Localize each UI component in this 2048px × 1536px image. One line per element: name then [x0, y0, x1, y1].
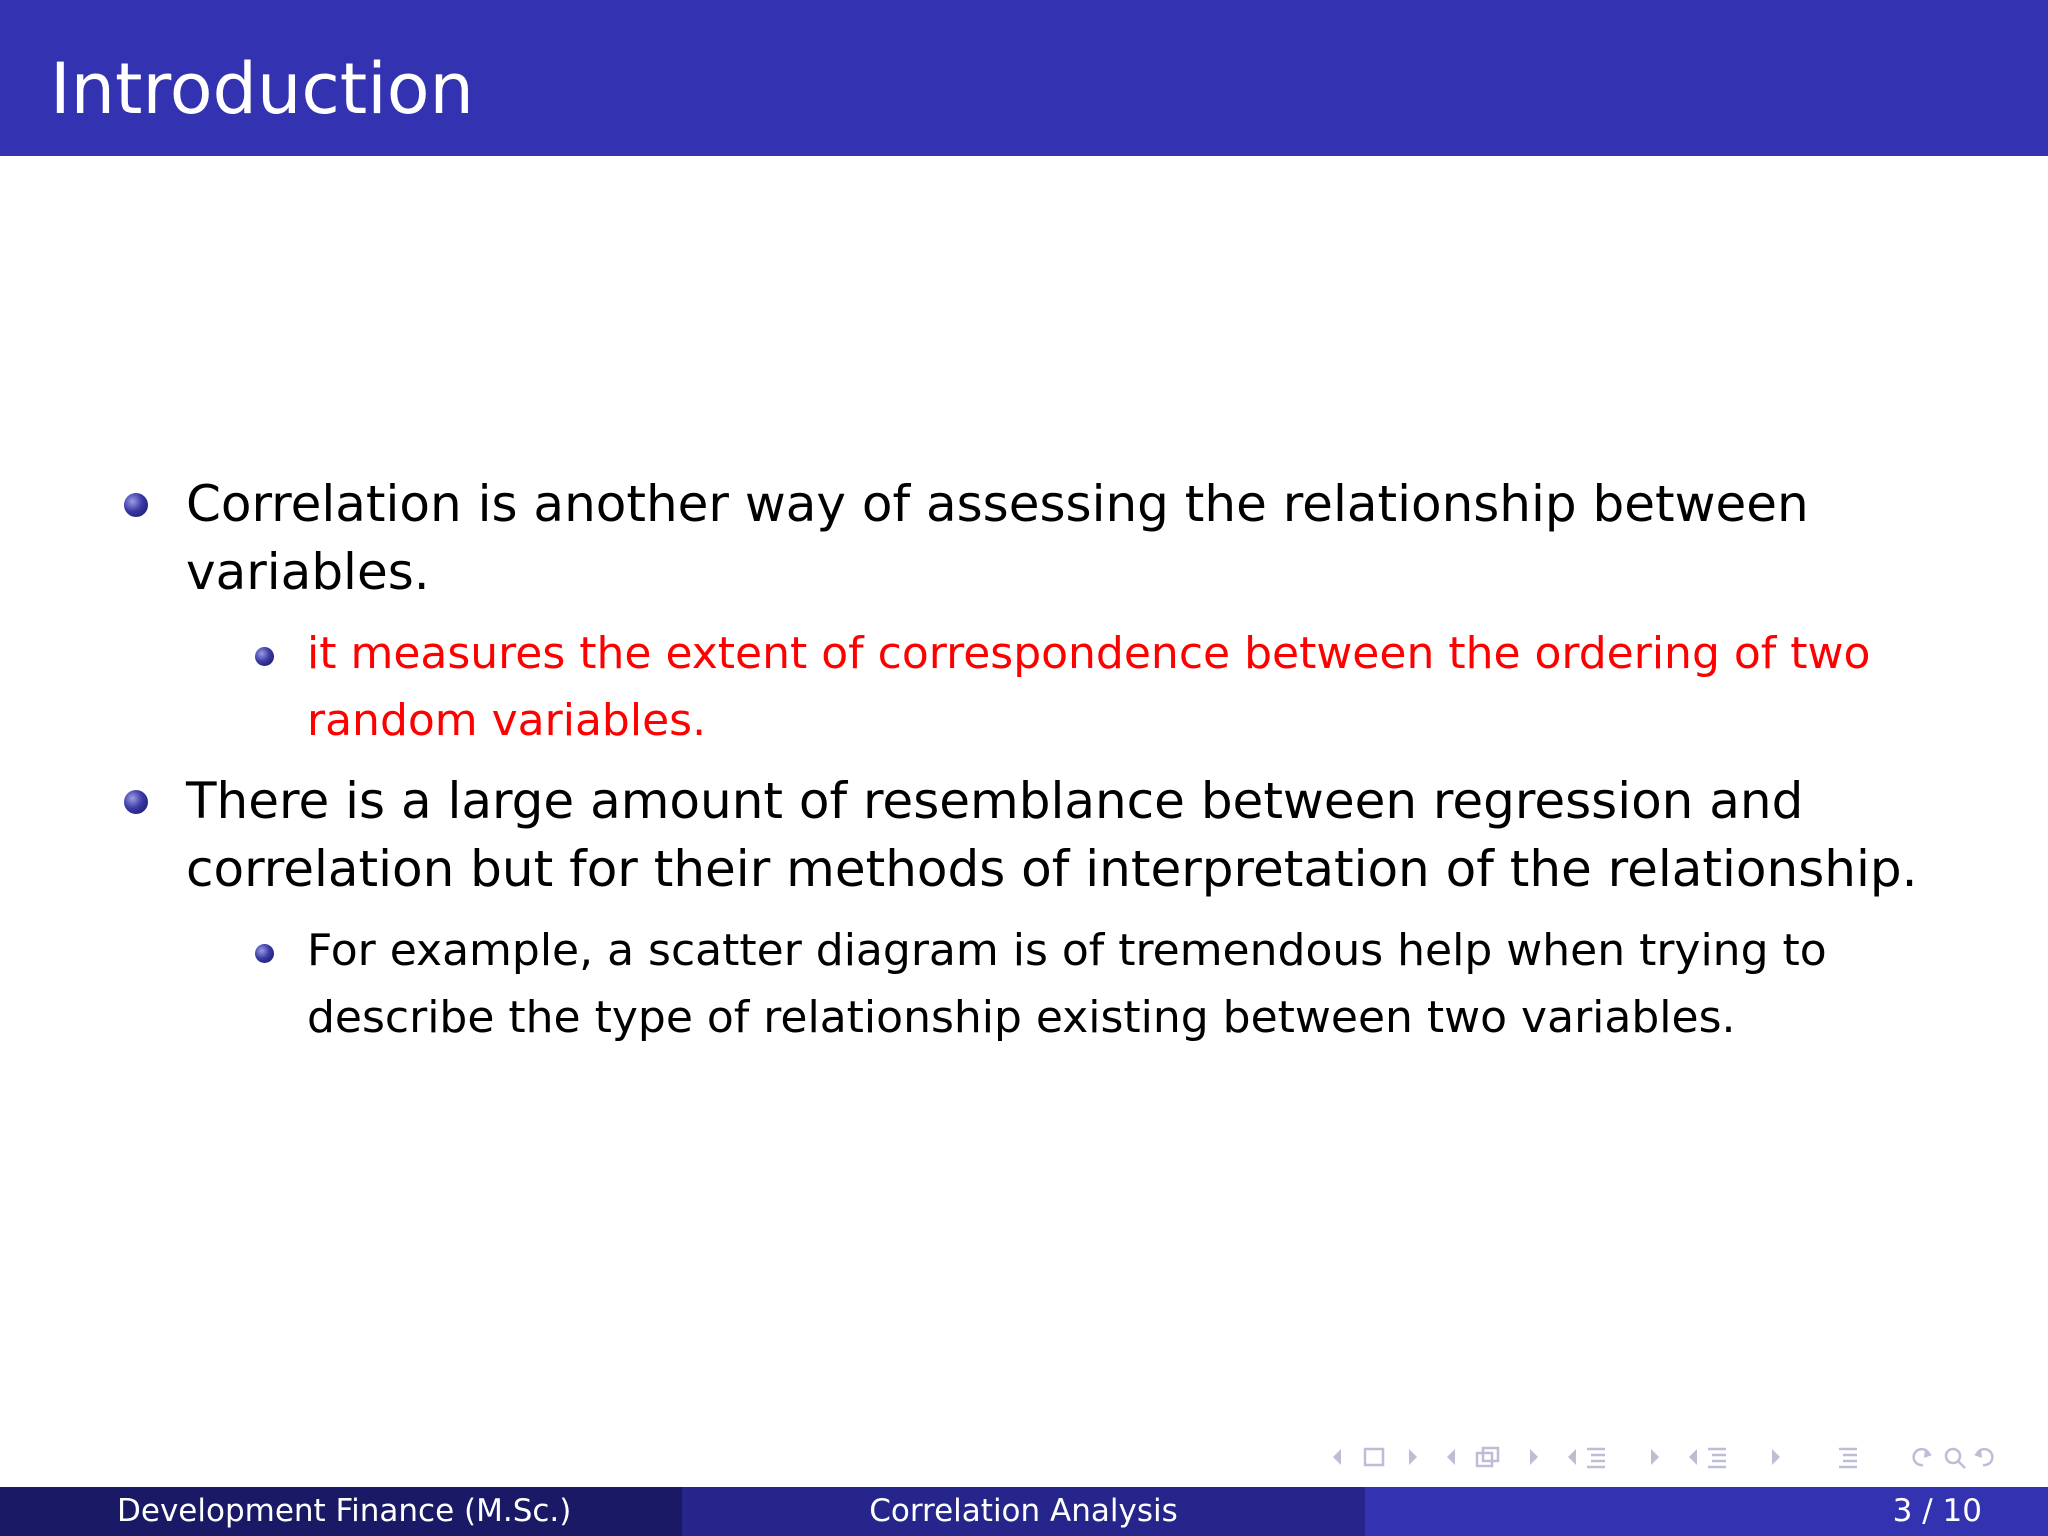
bullet-2-line-1: There is a large amount of resemblance between regression and — [186, 772, 1804, 830]
nav-search-icon[interactable] — [1946, 1449, 1965, 1468]
bullet-ball-icon — [124, 493, 148, 517]
sub-bullet-2-line-1: For example, a scatter diagram is of tremendous help when trying to — [307, 925, 1827, 976]
footer-page-segment — [1365, 1487, 2048, 1536]
navigation-bar — [1325, 1440, 2025, 1474]
bullet-1-line-1: Correlation is another way of assessing the relationship between — [186, 475, 1809, 533]
nav-frame-icon[interactable] — [1365, 1449, 1383, 1465]
navigation-symbols — [1325, 1440, 2025, 1474]
bullet-ball-icon — [255, 944, 274, 963]
nav-subsection-icon[interactable] — [1477, 1448, 1498, 1466]
footer-page-number: 3 / 10 — [1892, 1493, 1982, 1529]
nav-prev-icon[interactable] — [1447, 1449, 1455, 1465]
bullet-ball-icon — [124, 790, 148, 814]
nav-next-icon[interactable] — [1409, 1449, 1417, 1465]
sub-bullet-2-line-2: describe the type of relationship existing between two variables. — [307, 992, 1736, 1043]
nav-next-icon[interactable] — [1651, 1449, 1659, 1465]
nav-next-icon[interactable] — [1530, 1449, 1538, 1465]
nav-section-icon[interactable] — [1708, 1449, 1726, 1467]
nav-appendix-icon[interactable] — [1839, 1449, 1857, 1467]
frame-title: Introduction — [50, 48, 474, 130]
sub-bullet-1-line-2: random variables. — [307, 695, 707, 746]
footer-title: Correlation Analysis — [869, 1493, 1178, 1529]
footer-course: Development Finance (M.Sc.) — [117, 1493, 572, 1529]
nav-prev-icon[interactable] — [1689, 1449, 1697, 1465]
footer-author-segment — [0, 1487, 682, 1536]
footer-title-segment — [682, 1487, 1365, 1536]
bullet-2-line-2: correlation but for their methods of interpretation of the relationship. — [186, 840, 1918, 898]
bullet-ball-icon — [255, 647, 274, 666]
footer — [0, 1487, 2048, 1536]
nav-section-icon[interactable] — [1587, 1449, 1605, 1467]
nav-prev-icon[interactable] — [1568, 1449, 1576, 1465]
nav-redo-icon[interactable] — [1974, 1449, 1992, 1465]
nav-undo-icon[interactable] — [1914, 1449, 1932, 1465]
bullet-1-line-2: variables. — [186, 543, 430, 601]
nav-prev-icon[interactable] — [1333, 1449, 1341, 1465]
nav-next-icon[interactable] — [1772, 1449, 1780, 1465]
sub-bullet-1-line-1: it measures the extent of correspondence between the ordering of two — [307, 628, 1871, 679]
